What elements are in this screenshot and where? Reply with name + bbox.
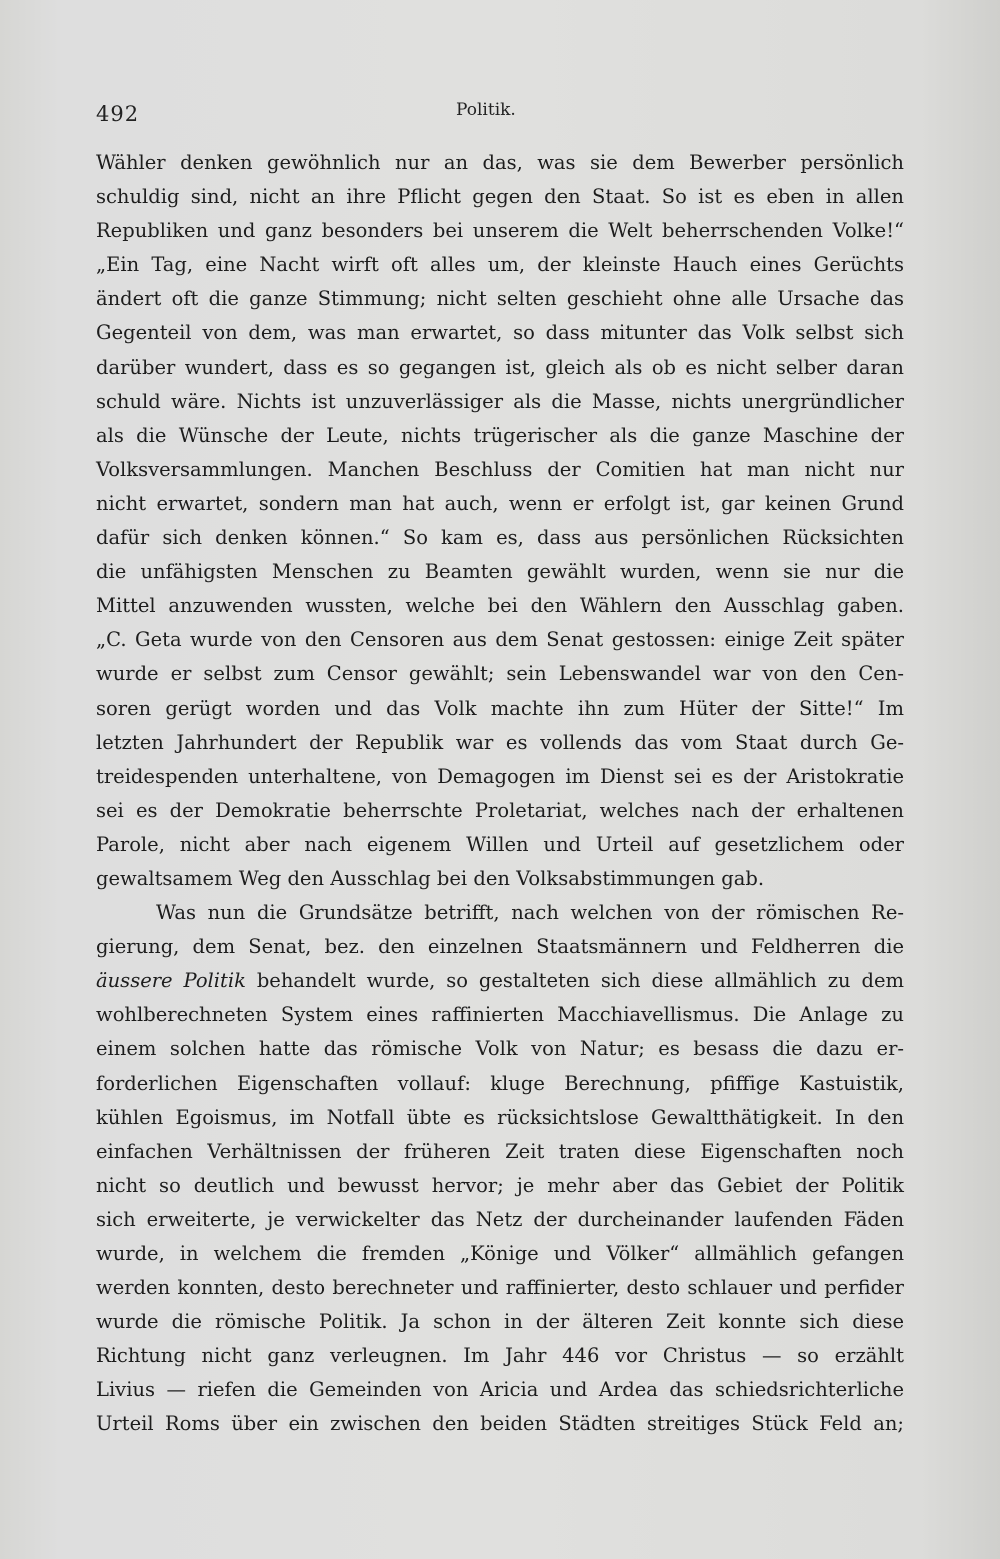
text-line: Republiken und ganz besonders bei unserem die Welt beherrschenden Volke!“ — [96, 219, 904, 243]
text-line: wurde die römische Politik. Ja schon in der älteren Zeit konnte sich diese — [96, 1310, 904, 1334]
page-header — [96, 96, 904, 136]
text-line: sei es der Demokratie beherrschte Proletariat, welches nach der erhaltenen — [96, 798, 904, 822]
text-line: Parole, nicht aber nach eigenem Willen und Urteil auf gesetzlichem oder — [96, 832, 904, 856]
text-line: treidespenden unterhaltene, von Demagogen im Dienst sei es der Aristokratie — [96, 764, 904, 788]
text-line: einem solchen hatte das römische Volk von Natur; es besass die dazu er- — [96, 1037, 904, 1061]
text-line: nicht erwartet, sondern man hat auch, wenn er erfolgt ist, gar keinen Grund — [96, 491, 904, 515]
text-line: dafür sich denken können.“ So kam es, dass aus persönlichen Rücksichten — [96, 526, 904, 550]
text-line: sich erweiterte, je verwickelter das Netz der durcheinander laufenden Fäden — [96, 1207, 904, 1231]
body-text — [96, 146, 904, 1442]
text-line: gierung, dem Senat, bez. den einzelnen Staatsmännern und Feldherren die — [96, 935, 904, 959]
text-line: forderlichen Eigenschaften vollauf: kluge Berechnung, pfiffige Kastuistik, — [96, 1071, 904, 1095]
text-line: werden konnten, desto berechneter und raffinierter, desto schlauer und perfider — [96, 1276, 904, 1300]
text-line — [96, 964, 904, 998]
text-line: Urteil Roms über ein zwischen den beiden Städten streitiges Stück Feld an; — [96, 1412, 904, 1436]
text-line: als die Wünsche der Leute, nichts trügerischer als die ganze Maschine der — [96, 423, 904, 447]
text-line: letzten Jahrhundert der Republik war es vollends das vom Staat durch Ge- — [96, 730, 904, 754]
text-line: einfachen Verhältnissen der früheren Zeit traten diese Eigenschaften noch — [96, 1139, 904, 1163]
text-line: Wähler denken gewöhnlich nur an das, was sie dem Bewerber persönlich — [96, 151, 904, 174]
text-line: Gegenteil von dem, was man erwartet, so dass mitunter das Volk selbst sich — [96, 321, 904, 345]
page-number: 492 — [96, 102, 140, 126]
text-line: wurde er selbst zum Censor gewählt; sein Lebenswandel war von den Cen- — [96, 662, 904, 686]
running-head: Politik. — [456, 100, 516, 120]
text-line: Livius — riefen die Gemeinden von Aricia und Ardea das schiedsrichterliche — [96, 1378, 904, 1402]
text-line: Was nun die Grundsätze betrifft, nach welchen von der römischen Re- — [156, 901, 904, 925]
text-line: schuld wäre. Nichts ist unzuverlässiger als die Masse, nichts unergründlicher — [96, 389, 904, 413]
text-line: Mittel anzuwenden wussten, welche bei den Wählern den Ausschlag gaben. — [96, 594, 904, 618]
text-line: gewaltsamem Weg den Ausschlag bei den Volksabstimmungen gab. — [96, 866, 765, 890]
text-line: schuldig sind, nicht an ihre Pflicht gegen den Staat. So ist es eben in allen — [96, 185, 904, 209]
text-line: Volksversammlungen. Manchen Beschluss der Comitien hat man nicht nur — [96, 457, 904, 481]
text-line: Richtung nicht ganz verleugnen. Im Jahr 446 vor Christus — so erzählt — [96, 1344, 904, 1368]
text-line: soren gerügt worden und das Volk machte ihn zum Hüter der Sitte!“ Im — [96, 696, 904, 720]
text-line: ändert oft die ganze Stimmung; nicht selten geschieht ohne alle Ursache das — [96, 287, 904, 311]
text-line: „Ein Tag, eine Nacht wirft oft alles um, der kleinste Hauch eines Gerüchts — [96, 253, 904, 277]
emphasized-text: äussere Politik — [96, 969, 246, 993]
text-line: wohlberechneten System eines raffinierten Macchiavellismus. Die Anlage zu — [96, 1003, 904, 1027]
text-line: die unfähigsten Menschen zu Beamten gewählt wurden, wenn sie nur die — [96, 560, 904, 584]
text-line: darüber wundert, dass es so gegangen ist, gleich als ob es nicht selber daran — [96, 355, 904, 379]
text-line: kühlen Egoismus, im Notfall übte es rücksichtslose Gewaltthätigkeit. In den — [96, 1105, 904, 1129]
text-line: „C. Geta wurde von den Censoren aus dem Senat gestossen: einige Zeit später — [96, 628, 904, 652]
text-line: wurde, in welchem die fremden „Könige und Völker“ allmählich gefangen — [96, 1242, 904, 1265]
text-line: nicht so deutlich und bewusst hervor; je mehr aber das Gebiet der Politik — [96, 1173, 904, 1197]
line-text: behandelt wurde, so gestalteten sich diese allmählich zu dem — [245, 969, 904, 993]
